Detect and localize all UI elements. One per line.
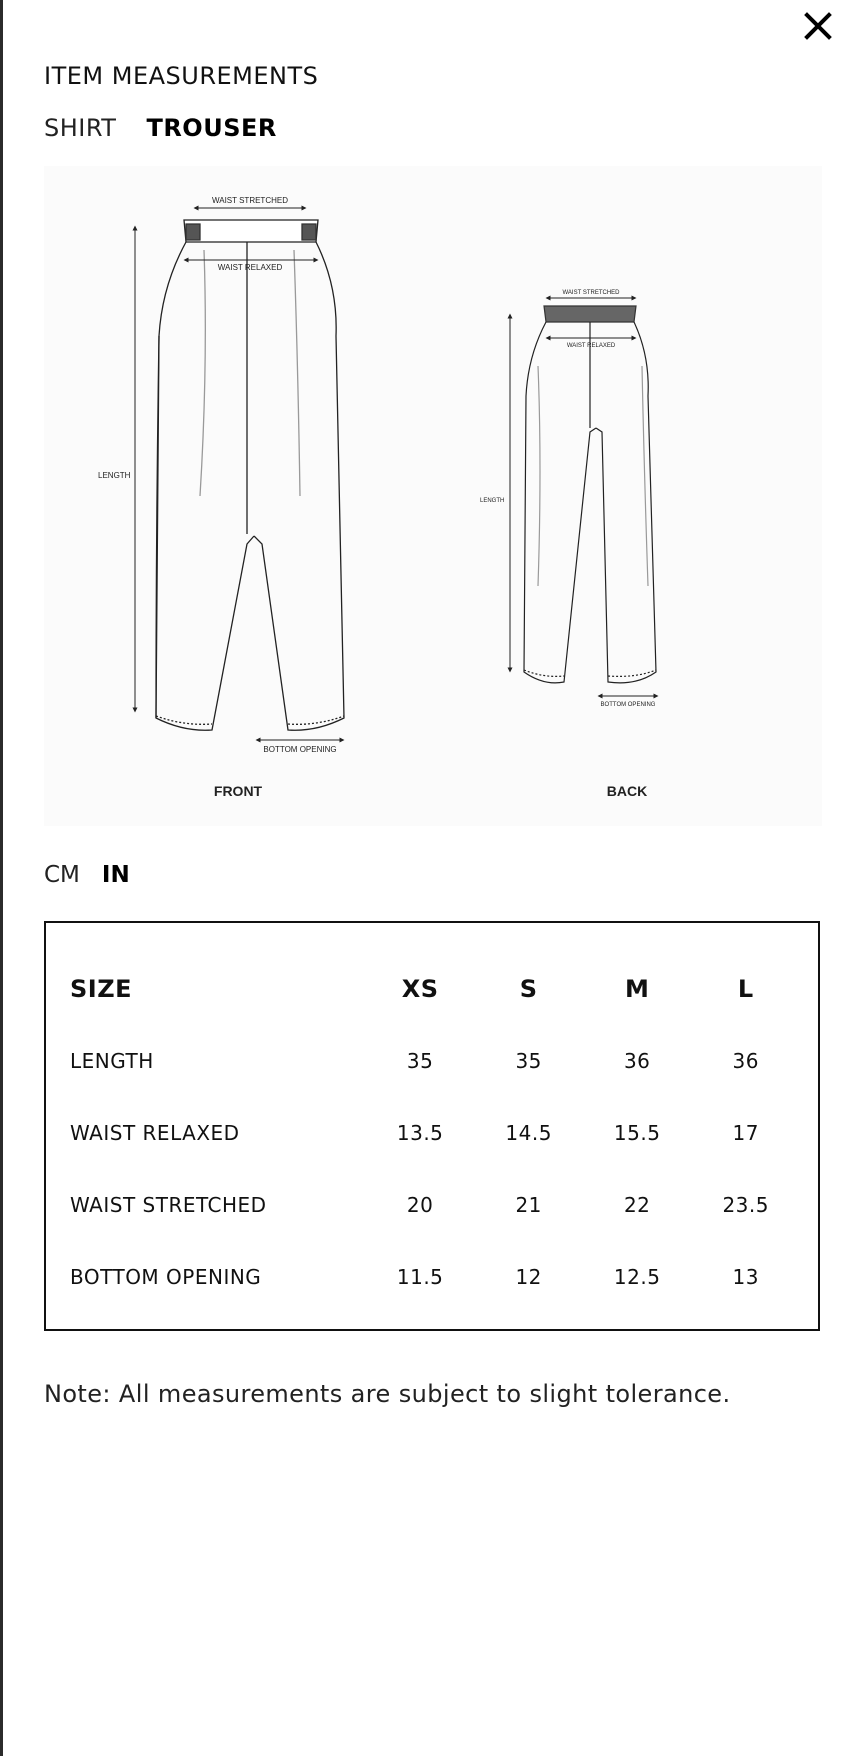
- back-label-bottom-opening: BOTTOM OPENING: [600, 702, 656, 708]
- back-caption: BACK: [606, 783, 648, 799]
- table-row: [70, 1025, 800, 1097]
- cell-value: 21: [515, 1193, 542, 1217]
- cell-value: 35: [406, 1049, 434, 1073]
- row-label: WAIST RELAXED: [70, 1121, 240, 1145]
- size-table-container: [44, 921, 820, 1331]
- cell-value: 35: [515, 1049, 542, 1073]
- header-size: SIZE: [70, 975, 133, 1003]
- row-label: BOTTOM OPENING: [70, 1265, 262, 1289]
- trouser-diagram: [44, 166, 822, 826]
- front-label-length: LENGTH: [98, 471, 131, 480]
- front-label-waist-stretched: WAIST STRETCHED: [211, 196, 289, 205]
- back-label-waist-relaxed: WAIST RELAXED: [566, 343, 616, 349]
- header-m: M: [624, 975, 650, 1003]
- unit-toggle: [44, 862, 130, 888]
- header-s: S: [519, 975, 538, 1003]
- cell-value: 17: [732, 1121, 759, 1145]
- header-xs: XS: [401, 975, 439, 1003]
- table-row: [70, 1169, 800, 1241]
- cell-value: 22: [623, 1193, 651, 1217]
- front-label-bottom-opening: BOTTOM OPENING: [263, 745, 337, 754]
- front-label-waist-relaxed: WAIST RELAXED: [217, 263, 283, 272]
- back-label-waist-stretched: WAIST STRETCHED: [562, 290, 620, 296]
- cell-value: 36: [732, 1049, 759, 1073]
- tolerance-note: Note: All measurements are subject to slight tolerance.: [44, 1380, 731, 1408]
- cell-value: 13.5: [396, 1121, 444, 1145]
- table-row: [70, 1241, 800, 1313]
- modal-title: ITEM MEASUREMENTS: [44, 62, 319, 90]
- garment-tabs: [44, 114, 277, 142]
- cell-value: 23.5: [722, 1193, 769, 1217]
- back-label-length: LENGTH: [480, 498, 505, 504]
- diagram-background: [44, 166, 822, 826]
- row-label: LENGTH: [70, 1049, 154, 1073]
- row-label: WAIST STRETCHED: [70, 1193, 267, 1217]
- left-edge-divider: [0, 0, 3, 1756]
- cell-value: 36: [623, 1049, 651, 1073]
- table-row: [70, 1097, 800, 1169]
- size-table: [70, 953, 800, 1313]
- cell-value: 11.5: [396, 1265, 444, 1289]
- header-l: L: [737, 975, 754, 1003]
- close-button[interactable]: [800, 8, 836, 44]
- cell-value: 20: [406, 1193, 434, 1217]
- tab-shirt[interactable]: SHIRT: [44, 114, 117, 142]
- tab-trouser[interactable]: TROUSER: [146, 114, 277, 142]
- table-header-row: [70, 953, 800, 1025]
- cell-value: 14.5: [505, 1121, 552, 1145]
- front-caption: FRONT: [213, 783, 263, 799]
- cell-value: 12: [515, 1265, 542, 1289]
- cell-value: 13: [732, 1265, 759, 1289]
- unit-in[interactable]: IN: [101, 862, 130, 888]
- trouser-diagram-svg: [44, 166, 822, 826]
- cell-value: 15.5: [613, 1121, 661, 1145]
- unit-cm[interactable]: CM: [44, 862, 80, 888]
- close-icon: [804, 12, 832, 40]
- cell-value: 12.5: [613, 1265, 661, 1289]
